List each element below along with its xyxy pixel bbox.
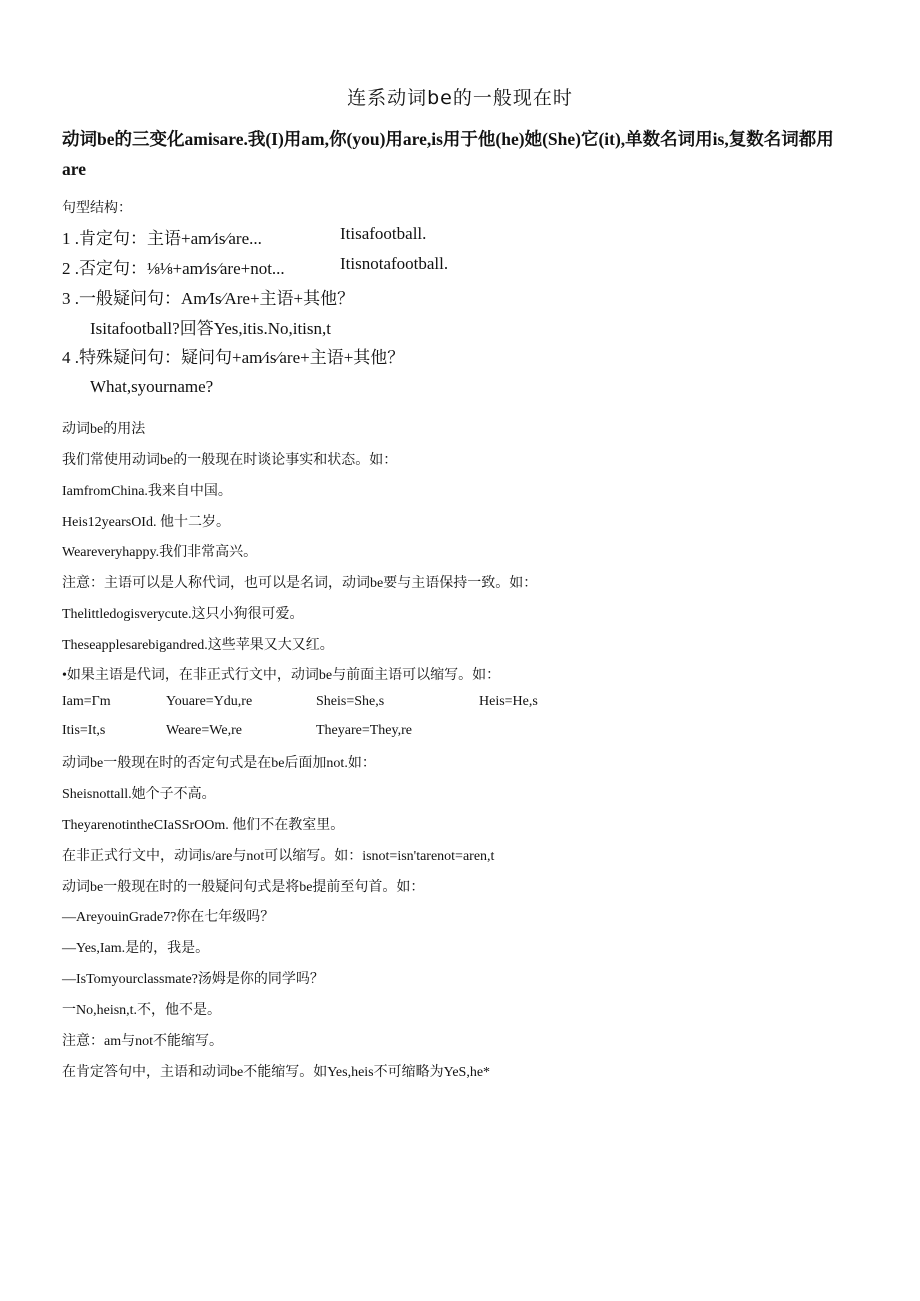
text-line: 注意：am与not不能缩写。 xyxy=(62,1034,223,1049)
text-line: —Yes,Iam.是的，我是。 xyxy=(62,941,210,956)
structure-example: Itisnotafootball. xyxy=(340,254,449,273)
structure-text: 4 .特殊疑问句：疑问句+am∕is∕are+主语+其他？ xyxy=(62,348,405,367)
text-line: 我们常使用动词be的一般现在时谈论事实和状态。如： xyxy=(62,453,398,468)
text-line: —IsTomyourclassmate?汤姆是你的同学吗？ xyxy=(62,972,324,987)
intro-paragraph: 动词be的三变化amisare.我(I)用am,你(you)用are,is用于他(he)她(She)它(it),单数名词用is,复数名词都用are xyxy=(62,129,834,179)
page-title: 连系动词be的一般现在时 xyxy=(347,87,573,109)
abbreviation: Youare=Ydu,re xyxy=(166,694,253,709)
structure-example: Itisafootball. xyxy=(340,224,427,243)
text-line: 动词be的用法 xyxy=(62,422,146,437)
text-line: 一No,heisn,t.不，他不是。 xyxy=(62,1003,222,1018)
text-line: 在非正式行文中，动词is/are与not可以缩写。如：isnot=isn'tarenot=aren,t xyxy=(62,849,495,864)
text-line: Thelittledogisverycute.这只小狗很可爱。 xyxy=(62,607,304,622)
text-line: Heis12yearsOId. 他十二岁。 xyxy=(62,515,230,530)
text-line: Weareveryhappy.我们非常高兴。 xyxy=(62,545,258,560)
text-line: 动词be一般现在时的否定句式是在be后面加not.如： xyxy=(62,756,376,771)
text-line: —AreyouinGrade7?你在七年级吗？ xyxy=(62,910,275,925)
structure-affirmative xyxy=(62,224,427,249)
structure-special-question xyxy=(62,343,404,368)
structure-text: 1 .肯定句：主语+am∕is∕are... xyxy=(62,229,262,248)
text-line: Sheisnottall.她个子不高。 xyxy=(62,787,216,802)
text-line: TheyarenotintheCIaSSrOOm. 他们不在教室里。 xyxy=(62,818,345,833)
text-line: Theseapplesarebigandred.这些苹果又大又红。 xyxy=(62,638,334,653)
abbreviation: Sheis=She,s xyxy=(316,694,385,709)
text-line: 注意：主语可以是人称代词，也可以是名词，动词be要与主语保持一致。如： xyxy=(62,576,538,591)
abbreviation-row xyxy=(62,694,662,714)
abbreviation: Iam=Γm xyxy=(62,694,111,709)
text-line: •如果主语是代词，在非正式行文中，动词be与前面主语可以缩写。如： xyxy=(62,668,501,683)
structure-general-question xyxy=(62,284,354,309)
abbreviation: Theyare=They,re xyxy=(316,723,412,738)
text-line: 动词be一般现在时的一般疑问句式是将be提前至句首。如： xyxy=(62,880,425,895)
abbreviation-row xyxy=(62,723,662,743)
abbreviation: Heis=He,s xyxy=(479,694,538,709)
structure-answer-example: Isitafootball?回答Yes,itis.No,itisn,t xyxy=(90,319,331,338)
text-line: 在肯定答句中，主语和动词be不能缩写。如Yes,heis不可缩略为YeS,he* xyxy=(62,1065,491,1080)
structure-negative xyxy=(62,254,449,279)
text-line: IamfromChina.我来自中国。 xyxy=(62,484,232,499)
abbreviation: Itis=It,s xyxy=(62,723,106,738)
structure-special-example: What,syourname? xyxy=(90,377,214,396)
structure-text: 3 .一般疑问句：Am∕Is∕Are+主语+其他？ xyxy=(62,289,355,308)
structure-heading: 句型结构： xyxy=(62,200,132,216)
structure-text: 2 .否定句：⅛⅛+am∕is∕are+not... xyxy=(62,259,285,278)
abbreviation: Weare=We,re xyxy=(166,723,242,738)
